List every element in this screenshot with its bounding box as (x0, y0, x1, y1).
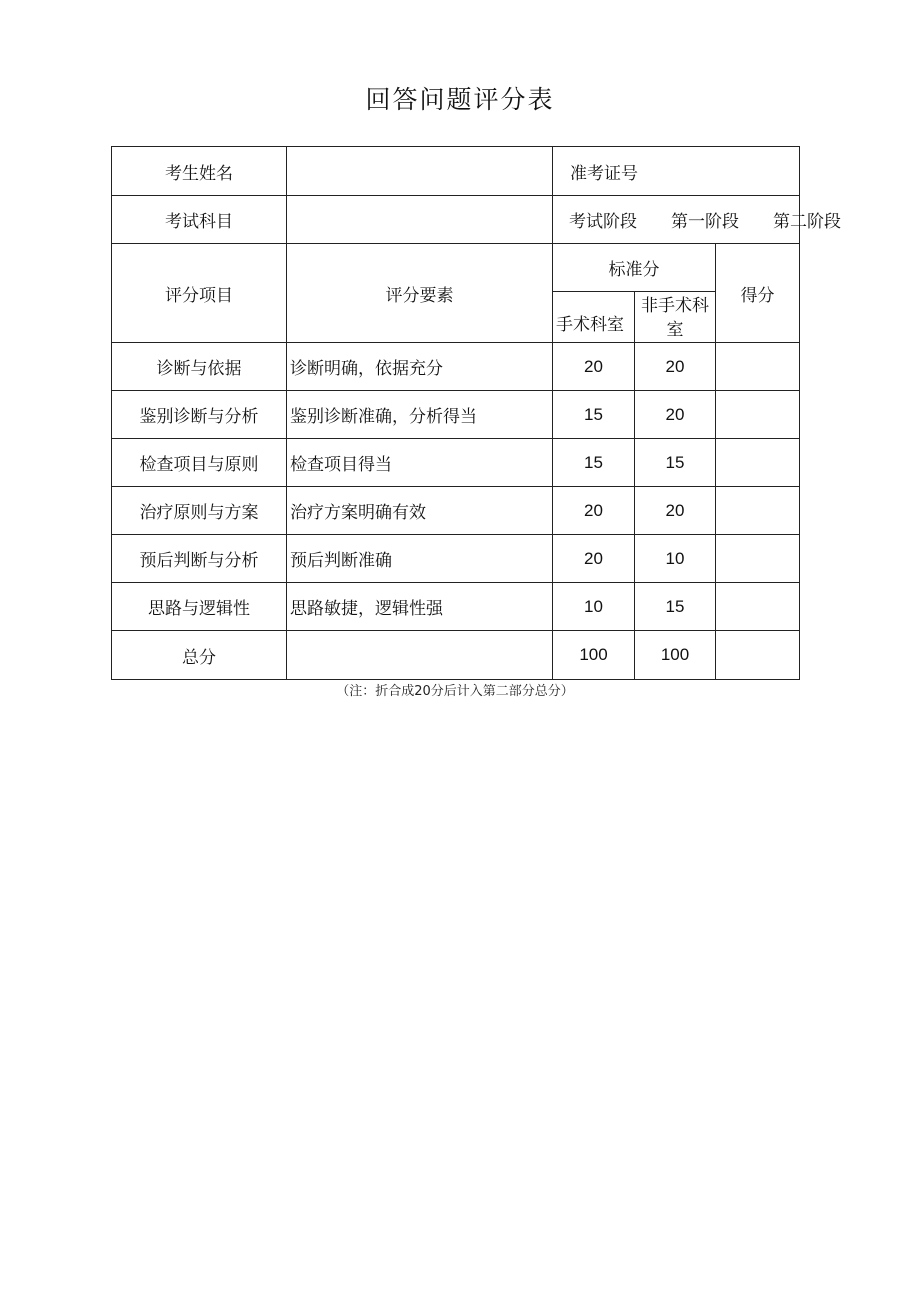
row-surgical-score: 15 (553, 391, 635, 439)
row-non-surgical-score: 15 (635, 583, 716, 631)
row-score-field[interactable] (716, 583, 800, 631)
row-score-field[interactable] (716, 487, 800, 535)
stage-option-second[interactable]: 第二阶段 (773, 212, 841, 232)
name-label: 考生姓名 (112, 147, 287, 196)
row-score-field[interactable] (716, 439, 800, 487)
row-non-surgical-score: 15 (635, 439, 716, 487)
table-row (112, 487, 800, 535)
table-row (112, 535, 800, 583)
score-column-header: 得分 (716, 244, 800, 343)
row-item: 诊断与依据 (112, 343, 287, 391)
total-label: 总分 (112, 631, 287, 680)
scoring-table (111, 146, 841, 680)
stage-option-first[interactable]: 第一阶段 (671, 212, 739, 232)
row-element: 诊断明确，依据充分 (287, 343, 553, 391)
non-surgical-header: 非手术科室 (641, 296, 709, 340)
subject-field[interactable] (287, 196, 553, 244)
element-column-header: 评分要素 (287, 244, 553, 343)
row-item: 鉴别诊断与分析 (112, 391, 287, 439)
row-item: 检查项目与原则 (112, 439, 287, 487)
row-element: 治疗方案明确有效 (287, 487, 553, 535)
table-row (112, 439, 800, 487)
id-label: 准考证号 (553, 147, 800, 196)
total-non-surgical: 100 (635, 631, 716, 680)
row-non-surgical-score: 20 (635, 391, 716, 439)
name-row (112, 147, 800, 196)
row-surgical-score: 20 (553, 343, 635, 391)
footnote: （注：折合成20分后计入第二部分总分） (336, 684, 574, 699)
row-element: 思路敏捷，逻辑性强 (287, 583, 553, 631)
non-surgical-header-cell (635, 292, 716, 343)
row-element: 预后判断准确 (287, 535, 553, 583)
row-item: 思路与逻辑性 (112, 583, 287, 631)
row-surgical-score: 20 (553, 535, 635, 583)
row-score-field[interactable] (716, 391, 800, 439)
name-field[interactable] (287, 147, 553, 196)
row-non-surgical-score: 20 (635, 343, 716, 391)
total-element (287, 631, 553, 680)
surgical-header: 手术科室 (556, 315, 624, 335)
page-title: 回答问题评分表 (365, 85, 555, 114)
stage-cell (553, 196, 841, 244)
total-surgical: 100 (553, 631, 635, 680)
table-row (112, 583, 800, 631)
row-element: 鉴别诊断准确，分析得当 (287, 391, 553, 439)
item-column-header: 评分项目 (112, 244, 287, 343)
row-surgical-score: 20 (553, 487, 635, 535)
standard-score-header: 标准分 (553, 244, 716, 292)
row-score-field[interactable] (716, 343, 800, 391)
row-non-surgical-score: 10 (635, 535, 716, 583)
row-surgical-score: 10 (553, 583, 635, 631)
total-row (112, 631, 800, 680)
row-element: 检查项目得当 (287, 439, 553, 487)
subject-row (112, 196, 800, 244)
surgical-header-cell (553, 292, 635, 343)
total-score-field[interactable] (716, 631, 800, 680)
row-surgical-score: 15 (553, 439, 635, 487)
row-item: 治疗原则与方案 (112, 487, 287, 535)
score-rows (112, 343, 800, 631)
stage-label: 考试阶段 (569, 212, 637, 232)
table-row (112, 391, 800, 439)
row-non-surgical-score: 20 (635, 487, 716, 535)
table-row (112, 343, 800, 391)
column-header-row (112, 244, 800, 292)
row-item: 预后判断与分析 (112, 535, 287, 583)
subject-label: 考试科目 (112, 196, 287, 244)
row-score-field[interactable] (716, 535, 800, 583)
